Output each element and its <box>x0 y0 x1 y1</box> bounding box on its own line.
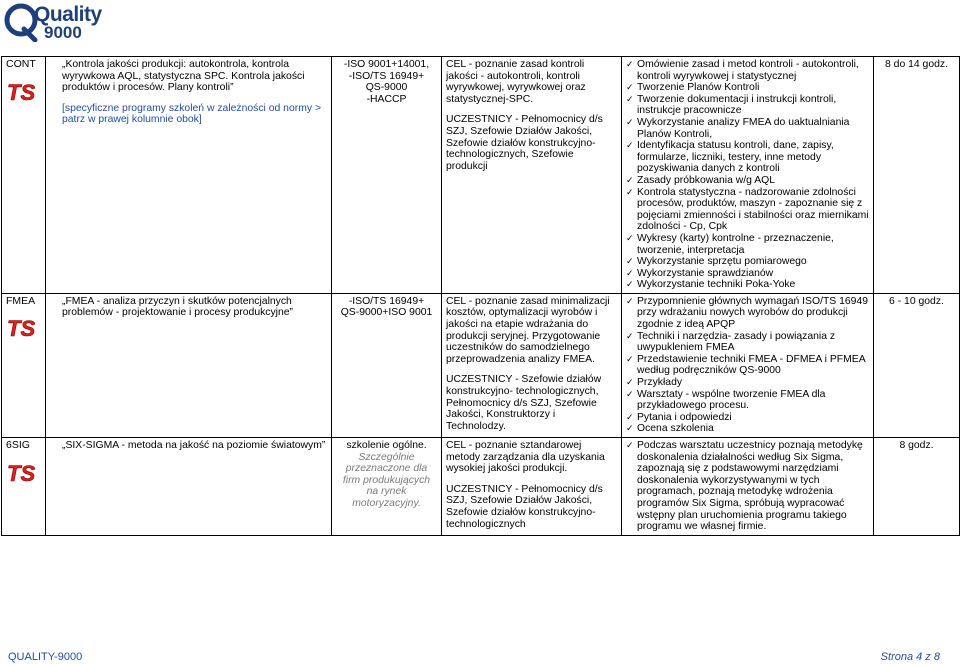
training-table <box>1 56 960 536</box>
course-note: [specyficzne programy szkoleń w zależności od normy > patrz w prawej kolumnie obok] <box>62 102 322 126</box>
course-title-cell <box>46 293 332 437</box>
logo-year: 9000 <box>44 23 82 42</box>
course-time: 6 - 10 godz. <box>889 295 944 307</box>
course-title: „FMEA - analiza przyczyn i skutków potencjalnych problemów - projektowanie i procesy produkcyjne” <box>62 295 294 319</box>
bullet-icon: ✓ <box>626 440 634 450</box>
norms: szkolenie ogólne. <box>346 440 427 451</box>
bullet-icon: ✓ <box>626 295 634 306</box>
course-title: „SIX-SIGMA - metoda na jakość na poziomie światowym” <box>62 440 326 451</box>
bullet-icon: ✓ <box>626 116 634 127</box>
bullet-icon: ✓ <box>626 256 634 267</box>
course-goal: CEL - poznanie zasad kontroli jakości - autokontroli, kontroli wyrywkowej, wyrywkowej oraz statystycznej-SPC. <box>446 59 586 105</box>
course-goal: CEL - poznanie sztandarowej metody zarządzania dla uzyskania wysokiej jakości produkcji. <box>446 440 605 475</box>
course-code: FMEA <box>6 294 36 307</box>
program-item: ✓ Przypomnienie głównych wymagań ISO/TS 16949 przy wdrażaniu nowych wyrobów do produkcji zgodnie z ideą APQP <box>626 295 869 331</box>
svg-text:TS: TS <box>7 316 36 340</box>
table-row <box>2 293 960 437</box>
course-code-cell <box>2 57 46 294</box>
time-cell <box>874 293 960 437</box>
program-cell <box>622 57 874 294</box>
program-item: ✓ Ocena szkolenia <box>626 423 714 435</box>
bullet-icon: ✓ <box>626 232 634 243</box>
program-cell <box>622 293 874 437</box>
program-item: ✓ Wykorzystanie techniki Poka-Yoke <box>626 279 796 291</box>
quality-9000-logo <box>4 2 102 46</box>
page-number: Strona 4 z 8 <box>880 651 940 663</box>
svg-text:TS: TS <box>7 79 36 103</box>
time-cell <box>874 438 960 536</box>
course-title-cell <box>46 438 332 536</box>
norms: -ISO/TS 16949+ QS-9000+ISO 9001 <box>340 295 433 319</box>
course-participants: UCZESTNICY - Pełnomocnicy d/s SZJ, Szefowie Działów Jakości, Szefowie działów konstrukcyjno-technologicznych <box>446 483 603 530</box>
program-item: ✓ Wykresy (karty) kontrolne - przeznaczenie, tworzenie, interpretacja <box>626 232 834 256</box>
bullet-icon: ✓ <box>626 186 634 197</box>
course-title-cell <box>46 57 332 294</box>
course-time: 8 do 14 godz. <box>885 59 948 70</box>
goal-cell <box>442 293 622 437</box>
program-item: ✓ Tworzenie dokumentacji i instrukcji kontroli, instrukcje pracownicze <box>626 93 837 117</box>
norms-cell <box>332 293 442 437</box>
program-item: ✓ Pytania i odpowiedzi <box>626 411 732 423</box>
bullet-icon: ✓ <box>626 93 634 104</box>
bullet-icon: ✓ <box>626 388 634 399</box>
course-code-cell <box>2 293 46 437</box>
program-item: ✓ Wykorzystanie analizy FMEA do uaktualniania Planów Kontroli, <box>626 116 850 140</box>
program-item: ✓ Wykorzystanie sprawdzianów <box>626 267 774 279</box>
bullet-icon: ✓ <box>626 59 634 69</box>
norms: -ISO 9001+14001, -ISO/TS 16949+ QS-9000 -HACCP <box>343 59 430 105</box>
bullet-icon: ✓ <box>626 377 634 388</box>
program-item: ✓ Przykłady <box>626 377 683 389</box>
course-participants: UCZESTNICY - Pełnomocnicy d/s SZJ, Szefowie Działów Jakości, Szefowie działów konstrukcyjno-technologicznych, Szefowie produkcji <box>446 114 603 172</box>
svg-text:TS: TS <box>7 460 36 484</box>
goal-cell <box>442 57 622 294</box>
course-goal: CEL - poznanie zasad minimalizacji kosztów, optymalizacji wyrobów i jakości na etapie wdrażania do produkcji seryjnej. Przygotowanie uczestników do samodzielnego przeprowadzenia analizy FMEA. <box>446 295 610 365</box>
program-cell <box>622 438 874 536</box>
program-item: ✓ Kontrola statystyczna - nadzorowanie zdolności procesów, produktów, maszyn - zapoznanie się z pojęciami zmienności i stabilności oraz miernikami zdolności - Cp, Cpk <box>626 186 869 233</box>
course-code: 6SIG <box>6 439 30 451</box>
norms-cell <box>332 57 442 294</box>
bullet-icon: ✓ <box>626 353 634 364</box>
goal-cell <box>442 438 622 536</box>
bullet-icon: ✓ <box>626 174 634 185</box>
program-item: ✓ Wykorzystanie sprzętu pomiarowego <box>626 256 807 268</box>
time-cell <box>874 57 960 294</box>
norms-cell <box>332 438 442 536</box>
ts-icon <box>6 460 36 484</box>
q-logo-icon <box>4 2 38 42</box>
bullet-icon: ✓ <box>626 267 634 278</box>
bullet-icon: ✓ <box>626 330 634 341</box>
course-title: „Kontrola jakości produkcji: autokontrola, kontrola wyrywkowa AQL, statystyczna SPC. Kontrola jakości produktów i procesów. Plany kontroli” <box>62 59 305 94</box>
program-item: ✓ Warsztaty - wspólne tworzenie FMEA dla przykładowego procesu. <box>626 388 826 412</box>
course-participants: UCZESTNICY - Szefowie działów konstrukcyjno- technologicznych, Pełnomocnicy d/s SZJ, Szefowie Jakości, Konstruktorzy i Technolodzy. <box>446 374 602 432</box>
bullet-icon: ✓ <box>626 140 634 151</box>
program-item: ✓ Przedstawienie techniki FMEA - DFMEA i PFMEA według podręczników QS-9000 <box>626 353 866 377</box>
program-item: ✓ Omówienie zasad i metod kontroli - autokontroli, kontroli wyrywkowej i statystycznej <box>626 59 859 82</box>
bullet-icon: ✓ <box>626 279 634 290</box>
program-item: ✓ Tworzenie Planów Kontroli <box>626 82 760 94</box>
norms-note: Szczególnie przeznaczone dla firm produkujących na rynek motoryzacyjny. <box>342 451 431 509</box>
bullet-icon: ✓ <box>626 82 634 93</box>
course-code-cell <box>2 438 46 536</box>
table-row <box>2 57 960 294</box>
program-item: ✓ Techniki i narzędzia- zasady i powiązania z uwypukleniem FMEA <box>626 330 836 354</box>
course-code: CONT <box>6 58 36 70</box>
logo-brand: Quality <box>34 3 102 26</box>
bullet-icon: ✓ <box>626 411 634 422</box>
table-row <box>2 438 960 536</box>
program-item: ✓ Zasady próbkowania w/g AQL <box>626 174 776 186</box>
program-item: ✓ Podczas warsztatu uczestnicy poznają metodykę doskonalenia działalności według Six Sigma, zapoznają się z podstawowymi narzędziami doskonalenia wykorzystywanymi w tych programach, poznają metodykę wdrożenia programów Six Sigma, spróbują wypracować wstępny plan uruchomienia programu takiego programu we własnej firmie. <box>626 440 863 533</box>
ts-icon <box>6 79 36 103</box>
footer-brand: QUALITY-9000 <box>8 651 83 663</box>
course-time: 8 godz. <box>899 440 934 451</box>
bullet-icon: ✓ <box>626 423 634 434</box>
program-item: ✓ Identyfikacja statusu kontroli, dane, zapisy, formularze, liczniki, testery, inne metody pozyskiwania danych z kontroli <box>626 140 834 175</box>
ts-icon <box>6 315 36 339</box>
